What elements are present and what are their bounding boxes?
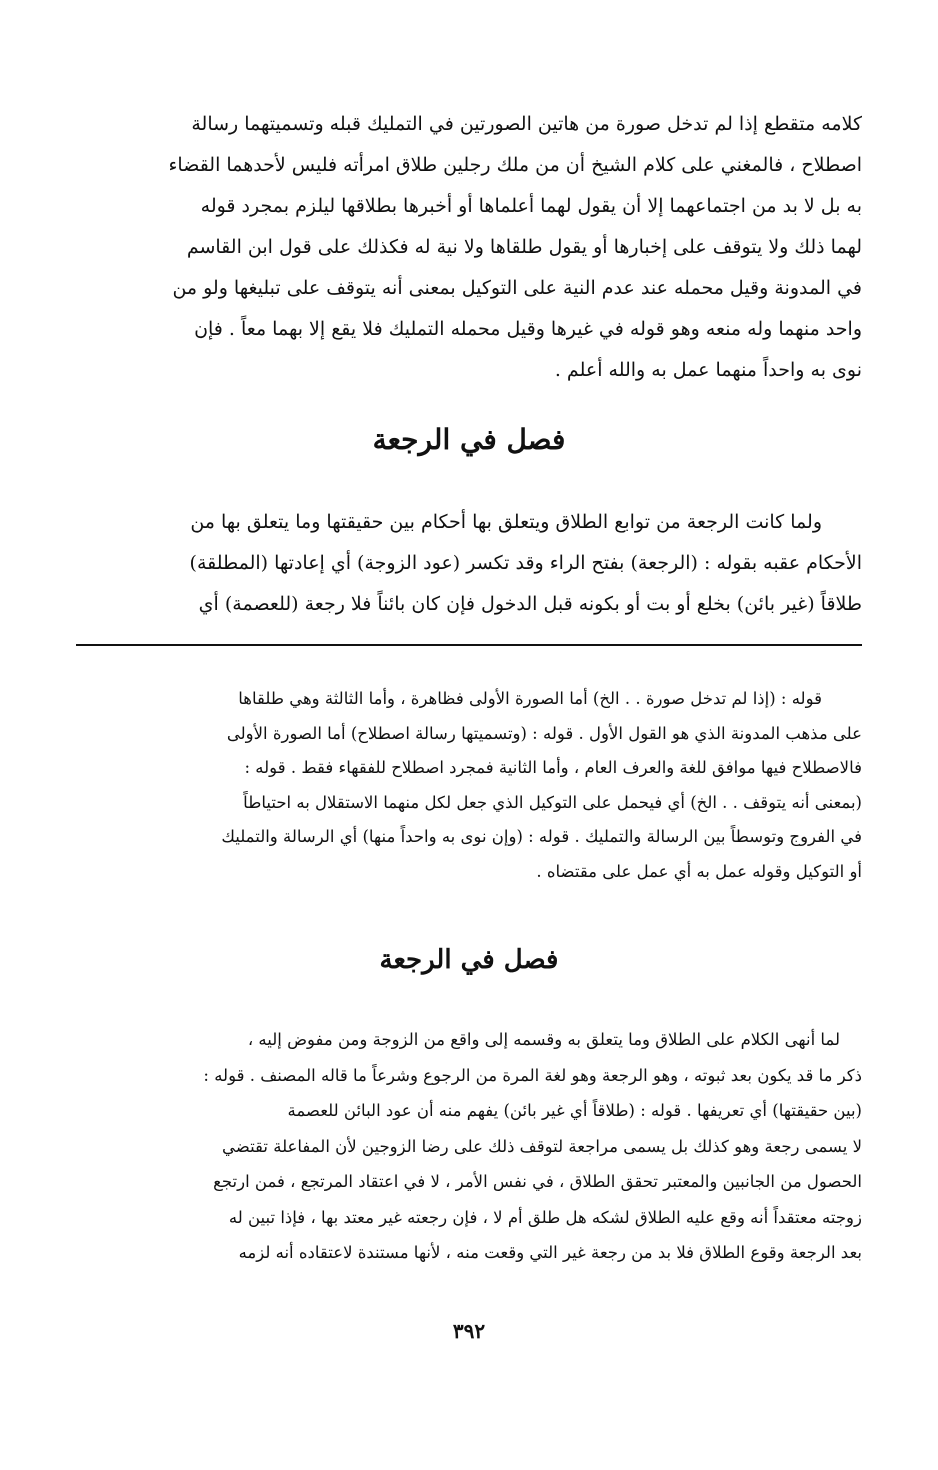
commentary-line: في الفروج وتوسطاً بين الرسالة والتمليك . قوله : (وإن نوى به واحداً منها) أي الرسالة والتمليك [221,827,862,846]
page-number: ٣٩٢ [452,1319,486,1343]
main-paragraph [76,502,862,625]
text-line: طلاقاً (غير بائن) بخلع أو بت أو بكونه قبل الدخول فإن كان بائناً فلا رجعة (للعصمة) أي [198,593,862,615]
commentary-line: زوجته معتقداً أنه وقع عليه الطلاق لشكه هل طلق أم لا ، فإن رجعته غير معتد بها ، فإذا تبين له [228,1207,862,1227]
text-line: في المدونة وقيل محمله عند عدم النية على التوكيل بمعنى أنه يتوقف على تبليغها ولو من [172,277,862,299]
footnote-divider [76,644,862,646]
main-text-top [76,104,862,391]
text-line: كلامه متقطع إذا لم تدخل صورة من هاتين الصورتين في التمليك قبله وتسميتهما رسالة [191,113,862,135]
commentary-line: فالاصطلاح فيها موافق للغة والعرف العام ، وأما الثانية فمجرد اصطلاح للفقهاء فقط . قوله : [244,758,862,777]
section-title-commentary: فصل في الرجعة [379,945,559,975]
text-line: به بل لا بد من اجتماعهما إلا أن يقول لهما أعلماها أو أخبرها بطلاقها ليلزم بمجرد قوله [200,195,862,217]
commentary-block-1 [76,682,862,889]
commentary-line: (بمعنى أنه يتوقف . . الخ) أي فيحمل على التوكيل الذي جعل لكل منهما الاستقلال به احتياطاً [243,792,862,812]
text-line: لهما ذلك ولا يتوقف على إخبارها أو يقول طلقاها ولا نية له فكذلك على قول ابن القاسم [186,236,862,258]
commentary-line: الحصول من الجانبين والمعتبر تحقق الطلاق ، في نفس الأمر ، لا في اعتقاد المرتجع ، فمن ارتجع [213,1172,862,1191]
commentary-line: على مذهب المدونة الذي هو القول الأول . قوله : (وتسميتها رسالة اصطلاح) أما الصورة الأولى [226,723,862,743]
text-line: واحد منهما وله منعه وهو قوله في غيرها وقيل محمله التمليك فلا يقع إلا بهما معاً . فإن [194,318,862,340]
commentary-line: قوله : (إذا لم تدخل صورة . . الخ) أما الصورة الأولى فظاهرة ، وأما الثالثة وهي طلقاها [238,689,822,708]
commentary-line: لا يسمى رجعة وهو كذلك بل يسمى مراجعة لتوقف ذلك على رضا الزوجين لأن المفاعلة تقتضي [222,1136,862,1156]
section-title-main: فصل في الرجعة [372,423,566,456]
commentary-line: بعد الرجعة وقوع الطلاق فلا بد من رجعة غير التي وقعت منه ، لأنها مستندة لاعتقاده أنه لزمه [238,1243,862,1262]
commentary-block-2 [76,1022,862,1271]
commentary-line: (بين حقيقتها) أي تعريفها . قوله : (طلاقاً أي غير بائن) يفهم منه أن عود البائن للعصمة [287,1101,862,1120]
commentary-line: ذكر ما قد يكون بعد ثبوته ، وهو الرجعة وهو لغة المرة من الرجوع وشرعاً ما قاله المصنف . قوله : [203,1065,862,1085]
text-line: اصطلاح ، فالمغني على كلام الشيخ أن من ملك رجلين طلاق امرأته فليس لأحدهما القضاء [168,154,862,176]
commentary-line: أو التوكيل وقوله عمل به أي عمل على مقتضاه . [536,861,862,881]
commentary-line: لما أنهى الكلام على الطلاق وما يتعلق به وقسمه إلى واقع من الزوجة ومن مفوض إليه ، [247,1030,840,1049]
text-line: نوى به واحداً منهما عمل به والله أعلم . [554,359,862,381]
text-line: ولما كانت الرجعة من توابع الطلاق ويتعلق بها أحكام بين حقيقتها وما يتعلق بها من [190,511,822,533]
text-line: الأحكام عقبه بقوله : (الرجعة) بفتح الراء وقد تكسر (عود الزوجة) أي إعادتها (المطلقة) [189,552,862,574]
